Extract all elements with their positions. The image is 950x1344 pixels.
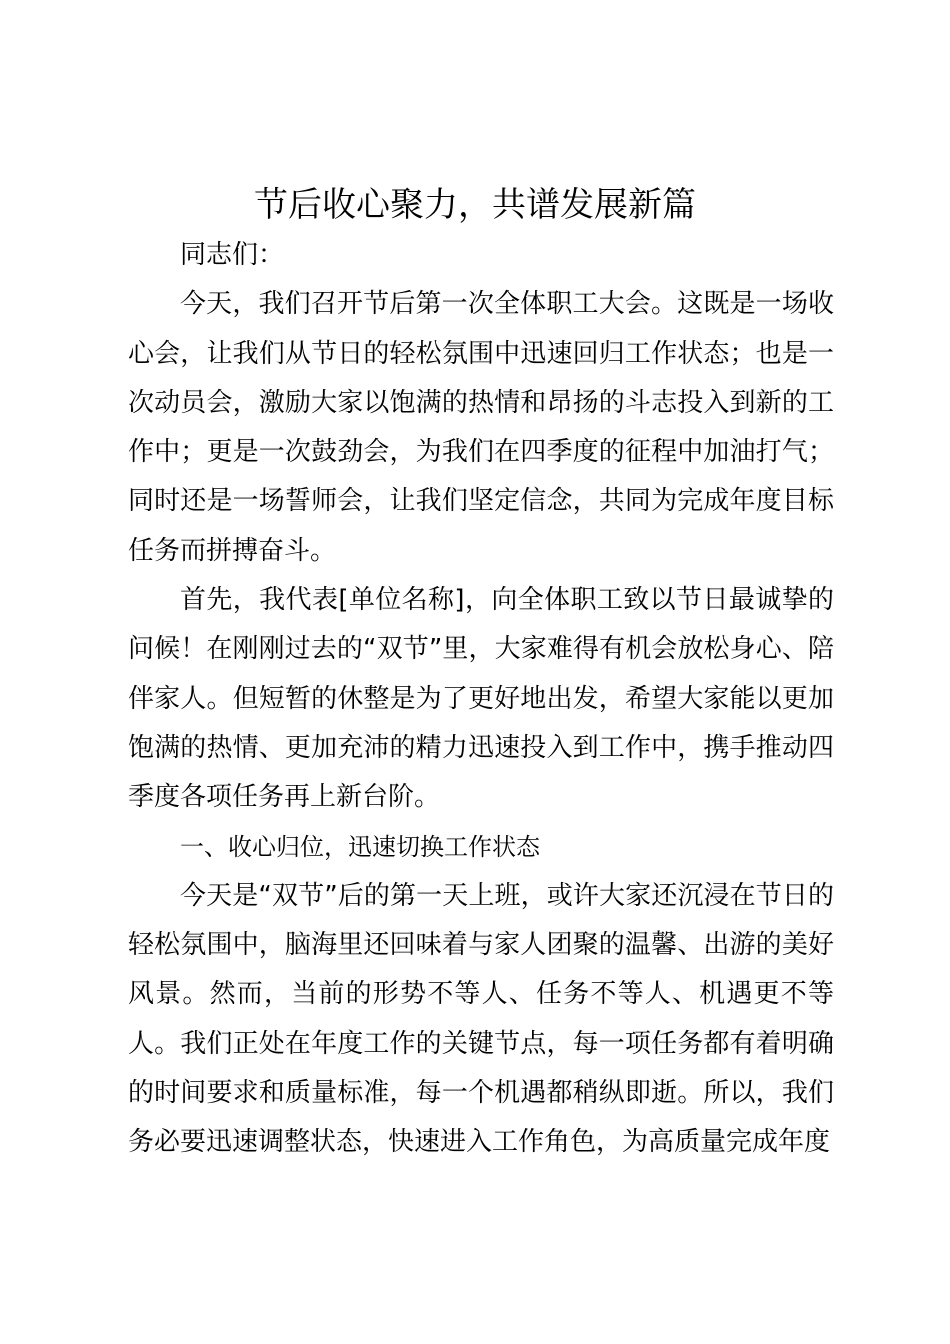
salutation: 同志们： [180, 240, 285, 270]
section-heading: 一、收心归位，迅速切换工作状态 [180, 832, 540, 861]
paragraph-greeting: 首先，我代表[单位名称]，向全体职工致以节日最诚挚的问候！在刚刚过去的“双节”里，大家难得有机会放松身心、陪伴家人。但短暂的休整是为了更好地出发，希望大家能以更加饱满的热情、更加充沛的精力迅速投入到工作中，携手推动四季度各项任务再上新台阶。 [128, 585, 834, 813]
section-paragraph: 今天是“双节”后的第一天上班，或许大家还沉浸在节日的轻松氛围中，脑海里还回味着与家人团聚的温馨、出游的美好风景。然而，当前的形势不等人、任务不等人、机遇更不等人。我们正处在年度工作的关键节点，每一项任务都有着明确的时间要求和质量标准，每一个机遇都稍纵即逝。所以，我们务必要迅速调整状态，快速进入工作角色，为高质量完成年度 [128, 880, 834, 1158]
document-title: 节后收心聚力，共谱发展新篇 [254, 185, 696, 225]
document-body [128, 231, 834, 1168]
paragraph-opening: 今天，我们召开节后第一次全体职工大会。这既是一场收心会，让我们从节日的轻松氛围中迅速回归工作状态；也是一次动员会，激励大家以饱满的热情和昂扬的斗志投入到新的工作中；更是一次鼓劲会，为我们在四季度的征程中加油打气；同时还是一场誓师会，让我们坚定信念，共同为完成年度目标任务而拼搏奋斗。 [128, 289, 834, 566]
